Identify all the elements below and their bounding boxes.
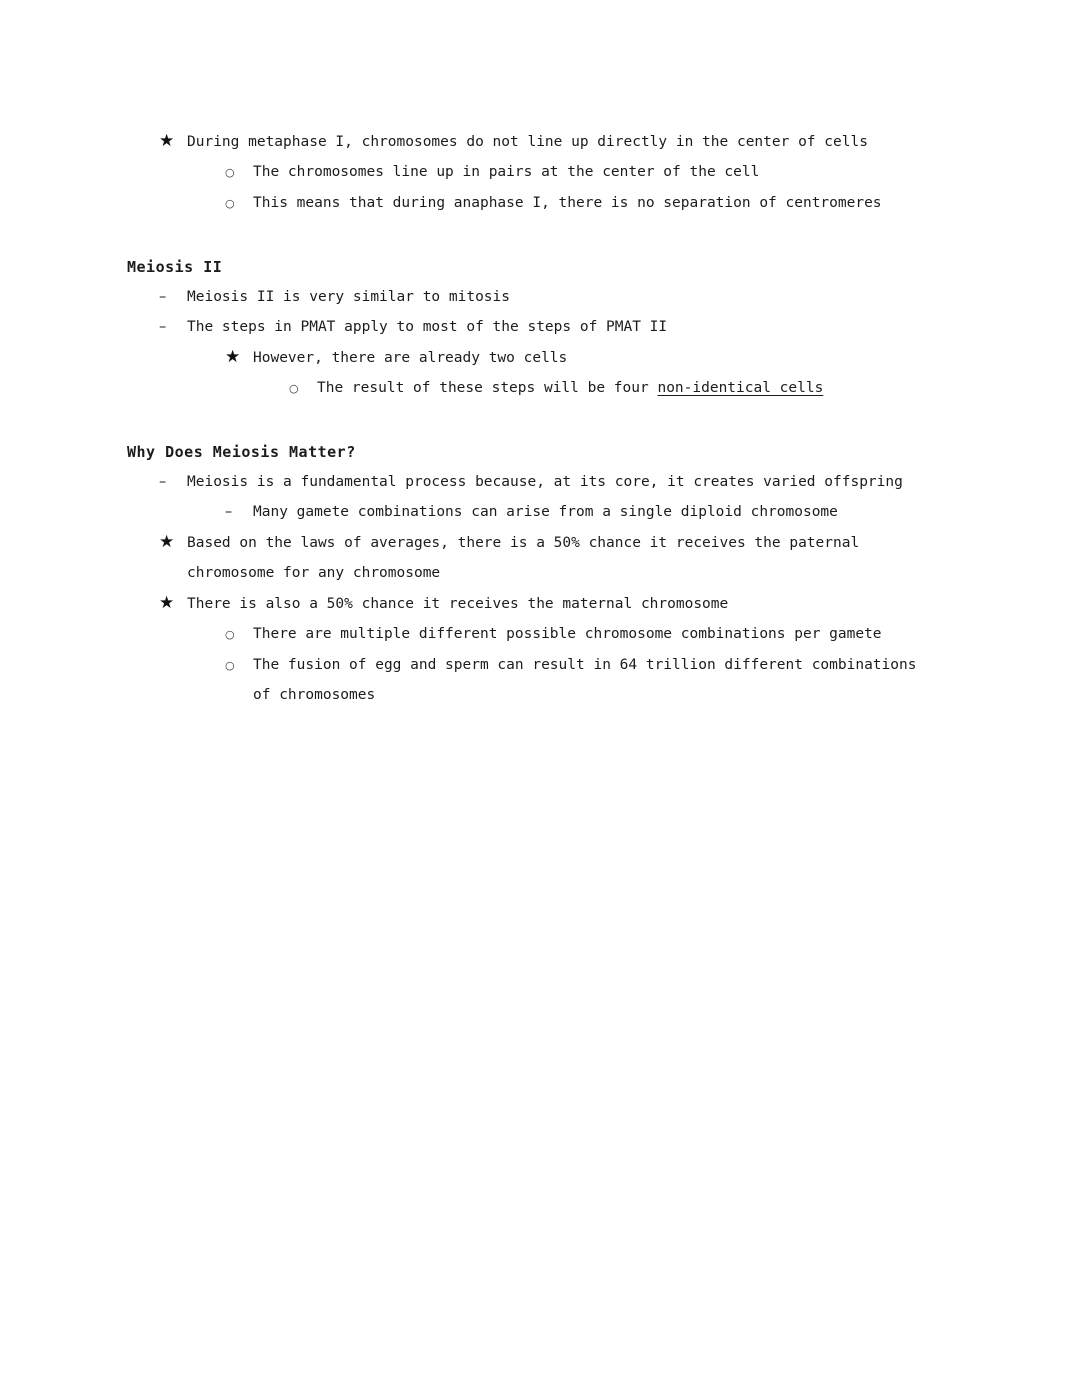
list-item	[127, 157, 940, 188]
list-item	[127, 282, 940, 312]
text-part: The steps in PMAT apply to most of the steps of PMAT II	[187, 319, 668, 335]
list-item	[127, 126, 940, 157]
document-section	[127, 126, 940, 219]
list-item-text	[253, 343, 940, 373]
list-item	[127, 342, 940, 373]
list-item	[127, 650, 940, 710]
text-part: Many gamete combinations can arise from a single diploid chromosome	[253, 504, 838, 520]
list-item-text	[253, 650, 940, 710]
circle-bullet-icon: ○	[225, 628, 235, 641]
text-part: There are multiple different possible chromosome combinations per gamete	[253, 626, 882, 642]
text-part: The chromosomes line up in pairs at the center of the cell	[253, 164, 760, 180]
dash-bullet-icon: –	[225, 504, 233, 520]
list-item	[127, 527, 940, 588]
text-part: There is also a 50% chance it receives the maternal chromosome	[187, 596, 729, 612]
text-part: Meiosis is a fundamental process because, at its core, it creates varied offspring	[187, 474, 903, 490]
section-heading: Meiosis II	[127, 258, 223, 276]
dash-bullet-icon: –	[159, 474, 167, 490]
list-item	[127, 373, 940, 404]
circle-bullet-icon: ○	[225, 166, 235, 179]
list-item-text	[317, 373, 940, 403]
dash-bullet-icon: –	[159, 289, 167, 305]
list-item-text	[253, 619, 940, 649]
circle-bullet-icon: ○	[225, 197, 235, 210]
text-part: The result of these steps will be four	[317, 380, 658, 396]
text-part: Based on the laws of averages, there is a 50% chance it receives the paternal chromosome for any chromosome	[187, 535, 860, 581]
document-section	[127, 252, 940, 404]
text-part: However, there are already two cells	[253, 350, 568, 366]
list-item-text	[187, 282, 940, 312]
circle-bullet-icon: ○	[289, 382, 299, 395]
list-item	[127, 467, 940, 497]
dash-bullet-icon: –	[159, 319, 167, 335]
star-bullet-icon: ★	[159, 532, 175, 552]
list-item-text	[187, 127, 940, 157]
circle-bullet-icon: ○	[225, 659, 235, 672]
star-bullet-icon: ★	[159, 593, 175, 613]
notes-content	[127, 126, 940, 710]
list-item-text	[187, 528, 940, 588]
section-heading: Why Does Meiosis Matter?	[127, 443, 356, 461]
text-part: During metaphase I, chromosomes do not line up directly in the center of cells	[187, 134, 868, 150]
list-item	[127, 619, 940, 650]
list-item	[127, 312, 940, 342]
document-section	[127, 437, 940, 710]
list-item-text	[187, 589, 940, 619]
star-bullet-icon: ★	[159, 131, 175, 151]
list-item	[127, 188, 940, 219]
list-item	[127, 497, 940, 527]
text-part: The fusion of egg and sperm can result in 64 trillion different combinations of chromosomes	[253, 657, 917, 703]
text-part: Meiosis II is very similar to mitosis	[187, 289, 511, 305]
list-item-text	[187, 312, 940, 342]
list-item-text	[187, 467, 940, 497]
list-item-text	[253, 157, 940, 187]
list-item-text	[253, 188, 940, 218]
list-item	[127, 588, 940, 619]
underlined-text: non-identical cells	[657, 380, 824, 396]
star-bullet-icon: ★	[225, 347, 241, 367]
text-part: This means that during anaphase I, there is no separation of centromeres	[253, 195, 882, 211]
list-item-text	[253, 497, 940, 527]
